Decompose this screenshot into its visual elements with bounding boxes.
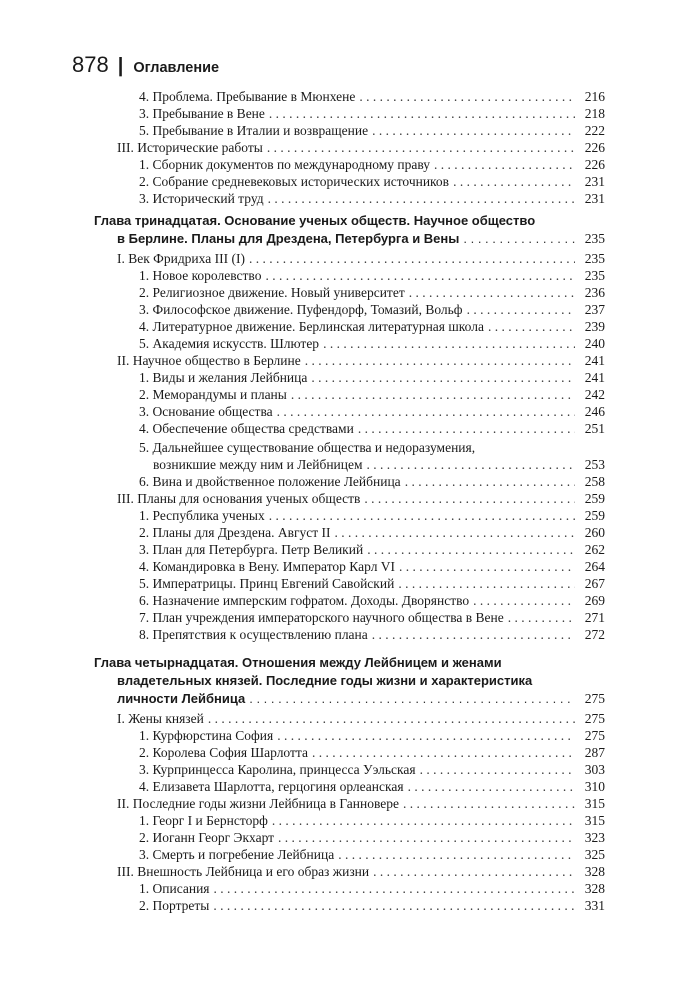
toc-entry: 6. Назначение имперским гофратом. Доходы. Дворянство . . . 269 [139,592,605,610]
section-title: Оглавление [133,60,220,76]
toc-entry: 5. Академия искусств. Шлютер . . . 240 [139,335,605,353]
toc-entry: II. Научное общество в Берлине . . . 241 [117,352,605,370]
toc-entry: 2. Иоганн Георг Экхарт . . . 323 [139,829,605,847]
toc-entry: 3. Смерть и погребение Лейбница . . . 325 [139,846,605,864]
toc-entry: 6. Вина и двойственное положение Лейбница . . . 258 [139,473,605,491]
toc-entry: 4. Обеспечение общества средствами . . . 251 [139,420,605,438]
toc-entry: 3. Исторический труд . . . 231 [139,190,605,208]
toc-entry: 8. Препятствия к осуществлению плана . . . 272 [139,626,605,644]
toc-entry: 2. Портреты . . . 331 [139,897,605,915]
toc-entry: 4. Командировка в Вену. Император Карл VI . . . 264 [139,558,605,576]
toc-entry: 2. Планы для Дрездена. Август II . . . 260 [139,524,605,542]
toc-entry: 4. Литературное движение. Берлинская литературная школа . . . 239 [139,318,605,336]
toc-entry: 1. Описания . . . 328 [139,880,605,898]
chapter-title-line: Глава тринадцатая. Основание ученых обществ. Научное общество [94,213,536,228]
toc-entry: 3. Пребывание в Вене . . . 218 [139,105,605,123]
toc-entry: I. Век Фридриха III (I) . . . 235 [117,250,605,268]
toc-entry: 2. Меморандумы и планы . . . 242 [139,386,605,404]
toc-entry: III. Исторические работы . . . 226 [117,139,605,157]
toc-entry: 5. Императрицы. Принц Евгений Савойский . . . 267 [139,575,605,593]
toc-entry: II. Последние годы жизни Лейбница в Ганновере . . . 315 [117,795,605,813]
toc-entry-line: 5. Дальнейшее существование общества и недоразумения, [139,440,476,455]
toc-entry: 2. Собрание средневековых исторических источников . . . 231 [139,173,605,191]
toc-entry: 4. Елизавета Шарлотта, герцогиня орлеанская . . . 310 [139,778,605,796]
toc-entry: III. Планы для основания ученых обществ . . . 259 [117,490,605,508]
chapter-title-line: владетельных князей. Последние годы жизни и характеристика [117,673,533,688]
toc-entry: 1. Республика ученых . . . 259 [139,507,605,525]
chapter-title-line: Глава четырнадцатая. Отношения между Лейбницем и женами [94,655,502,670]
page-number: 878 [72,52,109,77]
toc-entry: 1. Новое королевство . . . 235 [139,267,605,285]
toc-entry: 3. Философское движение. Пуфендорф, Томазий, Вольф . . . 237 [139,301,605,319]
toc-entry: 1. Сборник документов по международному праву . . . 226 [139,156,605,174]
toc-entry: 1. Курфюрстина София . . . 275 [139,727,605,745]
toc-entry: 5. Пребывание в Италии и возвращение . . . 222 [139,122,605,140]
toc-entry: 3. Основание общества . . . 246 [139,403,605,421]
toc-entry: 1. Виды и желания Лейбница . . . 241 [139,369,605,387]
toc-entry: 3. Курпринцесса Каролина, принцесса Уэльская . . . 303 [139,761,605,779]
toc-entry: 7. План учреждения императорского научного общества в Вене . . . 271 [139,609,605,627]
toc-entry: 2. Религиозное движение. Новый университет . . . 236 [139,284,605,302]
toc-entry: III. Внешность Лейбница и его образ жизни . . . 328 [117,863,605,881]
toc-entry: возникшие между ним и Лейбницем . . . 253 [153,456,605,474]
page-header [72,52,219,82]
chapter-entry: в Берлине. Планы для Дрездена, Петербурга и Вены . . . 235 [117,230,605,248]
toc-entry: 3. План для Петербурга. Петр Великий . . . 262 [139,541,605,559]
chapter-entry: личности Лейбница . . . 275 [117,690,605,708]
toc-entry: 1. Георг I и Бернсторф . . . 315 [139,812,605,830]
toc-entry: I. Жены князей . . . 275 [117,710,605,728]
toc-entry: 4. Проблема. Пребывание в Мюнхене . . . 216 [139,88,605,106]
header-separator: | [117,55,124,77]
toc-entry: 2. Королева София Шарлотта . . . 287 [139,744,605,762]
